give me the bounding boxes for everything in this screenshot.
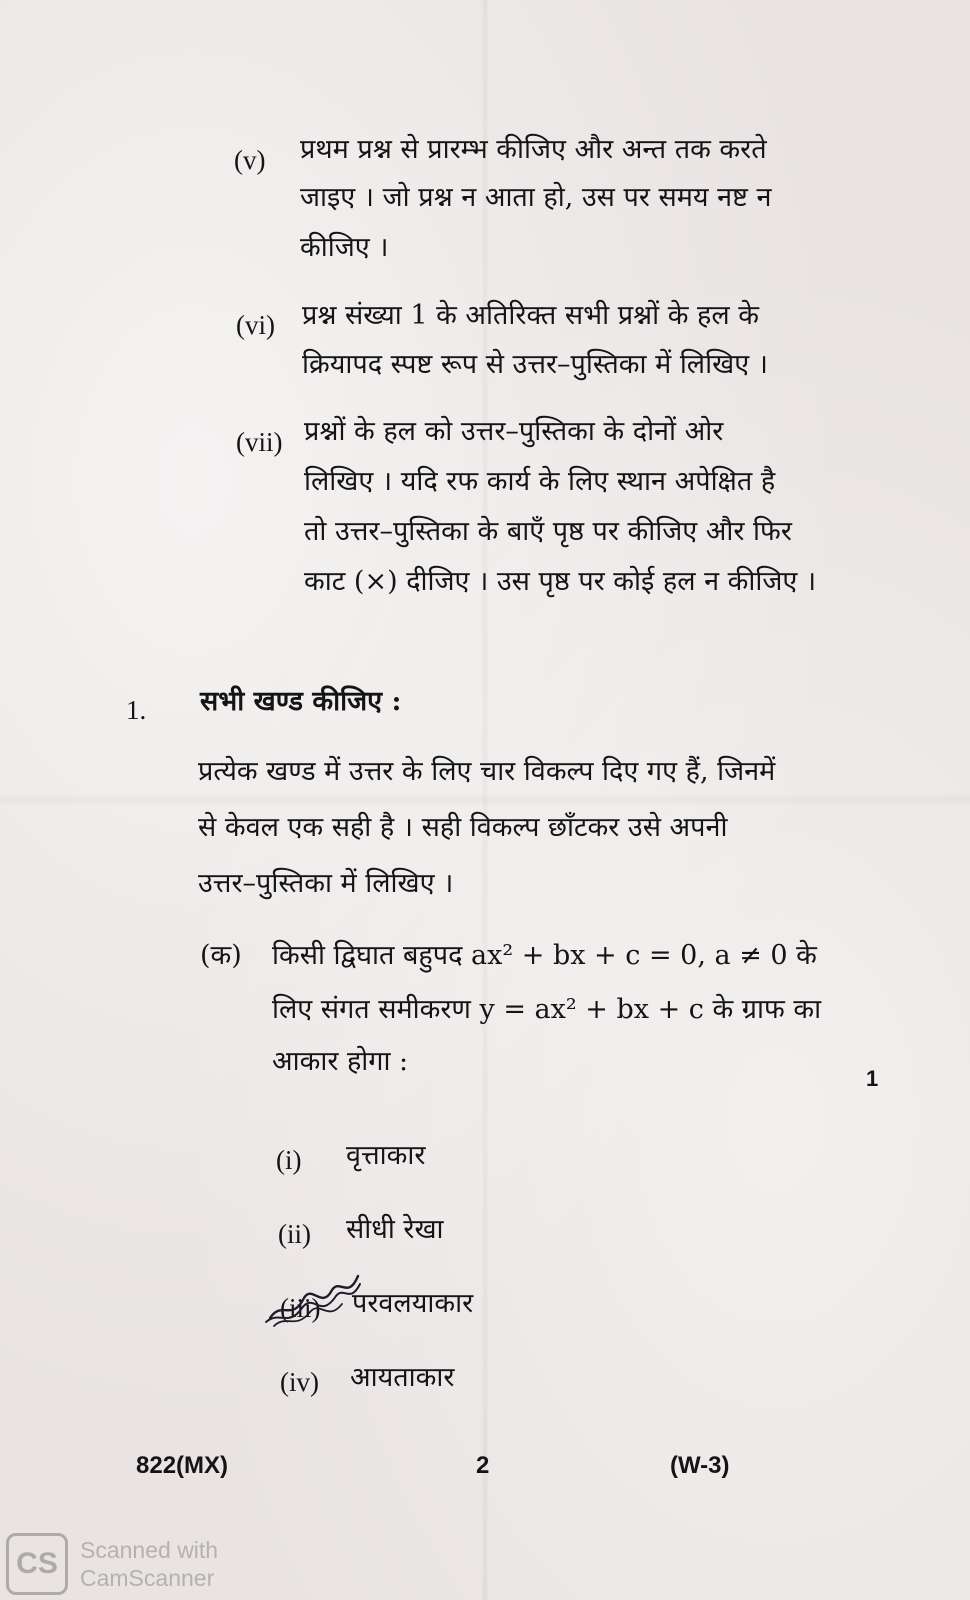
question-heading: सभी खण्ड कीजिए : [200,686,402,717]
instruction-line: प्रथम प्रश्न से प्रारम्भ कीजिए और अन्त तक करते [300,134,767,165]
instruction-line: लिखिए । यदि रफ कार्य के लिए स्थान अपेक्षित है [304,466,776,497]
option-label: (i) [276,1145,302,1175]
option-label: (iii) [280,1293,321,1323]
part-line: किसी द्विघात बहुपद ax² + bx + c = 0, a ≠ 0 के [272,940,817,971]
instruction-marker: (vi) [236,310,275,340]
instruction-line: काट (×) दीजिए । उस पृष्ठ पर कोई हल न कीजिए । [304,566,817,597]
scanner-watermark [0,1528,218,1600]
question-intro-line: से केवल एक सही है । सही विकल्प छाँटकर उसे अपनी [198,812,728,843]
pen-scribble-mark [262,1270,362,1330]
option-label: (iv) [280,1367,319,1397]
question-intro-line: उत्तर–पुस्तिका में लिखिए । [198,868,454,899]
instruction-marker: (vii) [236,427,283,457]
watermark-line: Scanned with [80,1537,219,1563]
option-text: वृत्ताकार [346,1140,426,1171]
instruction-marker: (v) [234,145,266,175]
paper-code: 822(MX) [136,1452,229,1479]
instruction-line: प्रश्न संख्या 1 के अतिरिक्त सभी प्रश्नों के हल के [302,300,760,331]
instruction-line: तो उत्तर–पुस्तिका के बाएँ पृष्ठ पर कीजिए और फिर [304,516,792,547]
question-intro-line: प्रत्येक खण्ड में उत्तर के लिए चार विकल्प दिए गए हैं, जिनमें [198,756,776,787]
page-number: 2 [476,1452,490,1479]
option-label: (ii) [278,1219,311,1249]
option-text: आयताकार [350,1362,455,1393]
option-text: परवलयाकार [352,1288,474,1319]
paper-set: (W-3) [670,1452,730,1479]
instruction-line: कीजिए । [300,232,389,263]
instruction-line: प्रश्नों के हल को उत्तर–पुस्तिका के दोनों ओर [304,416,724,447]
part-marker: (क) [200,940,242,971]
watermark-text [80,1536,218,1592]
marks-value: 1 [866,1066,879,1091]
question-number: 1. [126,695,147,725]
watermark-line: CamScanner [80,1565,215,1591]
instruction-line: क्रियापद स्पष्ट रूप से उत्तर–पुस्तिका में लिखिए । [302,349,768,380]
part-line: लिए संगत समीकरण y = ax² + bx + c के ग्राफ का [272,994,822,1025]
part-line: आकार होगा : [272,1046,409,1077]
option-text: सीधी रेखा [346,1214,444,1245]
camscanner-logo: CS [6,1533,68,1595]
instruction-line: जाइए । जो प्रश्न न आता हो, उस पर समय नष्ट न [300,182,772,213]
